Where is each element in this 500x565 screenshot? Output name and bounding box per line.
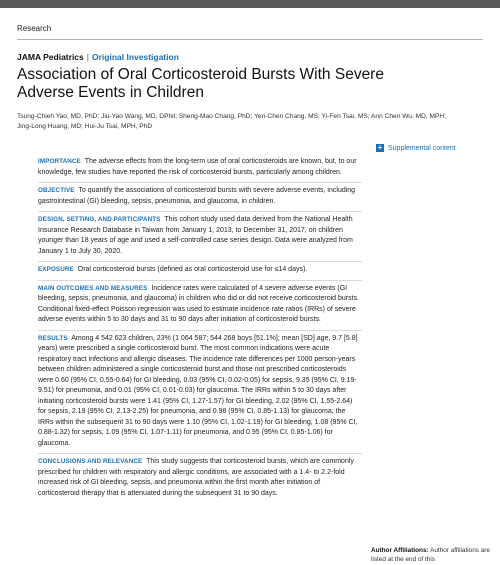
abstract-importance [38,154,362,183]
section-text: Oral corticosteroid bursts (defined as oral corticosteroid use for ≤14 days). [77,266,308,273]
journal-separator: | [86,52,89,62]
section-heading: RESULTS [38,334,68,342]
section-text: This cohort study used data derived from the National Health Insurance Research Database in Taiwan from January 1, 2013, to December 31, 2017, on children younger than 18 years of age and used a self-controlled case series design. Data were analyzed from January 1 to July 30, 2020. [38,216,353,255]
section-text: To quantify the associations of corticosteroid bursts with severe adverse events, including gastrointestinal (GI) bleeding, sepsis, pneumonia, and glaucoma, in children. [38,187,356,205]
section-heading: IMPORTANCE [38,158,81,165]
supplemental-content-link[interactable] [376,144,456,152]
author-list: Tsung-Chieh Yao, MD, PhD; Jiu-Yao Wang, MD, DPhil; Sheng-Mao Chang, PhD; Yen-Chen Chang, MS; Yi-Fen Tsai, MS; Ann Chen Wu, MD, MPH; Jing-Long Huang, MD; Hui-Ju Tsai, MPH, PhD [17,113,447,130]
plus-icon: + [377,143,383,152]
author-affiliations [371,546,491,564]
abstract-exposure [38,262,362,281]
affiliations-text: Author affiliations are listed at the end of this [371,547,490,563]
section-text: Incidence rates were calculated of 4 severe adverse events (GI bleeding, sepsis, pneumonia, and glaucoma) in children who did or did not receive corticosteroid bursts. Conditional fixed-effect Poisson regression was used to estimate incidence rate ratios (IRRs) of severe adverse events within 5 to 30 days and 31 to 90 days after initiation of corticosteroid bursts. [38,284,360,323]
abstract-conclusions [38,454,362,503]
section-heading: EXPOSURE [38,266,74,273]
affiliations-label: Author Affiliations: [371,547,429,554]
journal-line [17,52,179,62]
article-type: Original Investigation [91,52,179,62]
section-heading: DESIGN, SETTING, AND PARTICIPANTS [38,216,161,223]
section-text: Among 4 542 623 children, 23% (1 064 587; 544 268 boys [51.1%]; mean [SD] age, 9.7 [5.8] years) were prescribed a single corticosteroid burst. The most common indications were acute respiratory tract infections and allergic diseases. The incidence rate differences per 1000 person-years between children administered a single corticosteroid burst and those not prescribed corticosteroids were 0.60 (95% CI, 0.55-0.64) for GI bleeding, 0.03 (95% CI, 0.02-0.05) for sepsis, 9.35 (95% CI, 9.19-9.51) for pneumonia, and 0.01 (95% CI, 0.01-0.03) for glaucoma. The IRRs within 5 to 30 days after initiating corticosteroid bursts were 1.41 (95% CI, 1.27-1.57) for GI bleeding, 2.02 (95% CI, 1.55-2.64) for sepsis, 2.19 (95% CI, 2.13-2.25) for pneumonia, and 0.98 (95% CI, 0.85-1.13) for glaucoma; the IRRs within the subsequent 31 to 90 days were 1.10 (95% CI, 1.02-1.19) for GI bleeding, 1.08 (95% CI, 0.88-1.32) for sepsis, 1.09 (95% CI, 1.07-1.11) for pneumonia, and 0.95 (95% CI, 0.85-1.06) for glaucoma. [38,334,358,447]
section-heading: CONCLUSIONS AND RELEVANCE [38,458,143,465]
top-bar [0,0,500,8]
section-text: The adverse effects from the long-term use of oral corticosteroids are known, but, to our knowledge, few studies have reported the risk of corticosteroid bursts, particularly among children. [38,158,357,176]
header-divider [17,39,483,40]
abstract-objective [38,183,362,212]
section-text: This study suggests that corticosteroid bursts, which are commonly prescribed for children with respiratory and allergic conditions, are associated with a 1.4- to 2.2-fold increased risk of GI bleeding, sepsis, and pneumonia within the first month after initiation of corticosteroid therapy that is attenuated during the subsequent 31 to 90 days. [38,458,354,497]
section-heading: MAIN OUTCOMES AND MEASURES [38,284,148,292]
journal-name: JAMA Pediatrics [17,52,84,62]
abstract-design [38,212,362,262]
abstract [38,154,362,503]
abstract-outcomes [38,281,362,331]
supplemental-content-label: Supplemental content [388,144,456,152]
section-heading: OBJECTIVE [38,187,75,194]
abstract-results [38,331,362,455]
article-title: Association of Oral Corticosteroid Bursts With Severe Adverse Events in Children [17,66,384,101]
section-label: Research [17,24,52,33]
